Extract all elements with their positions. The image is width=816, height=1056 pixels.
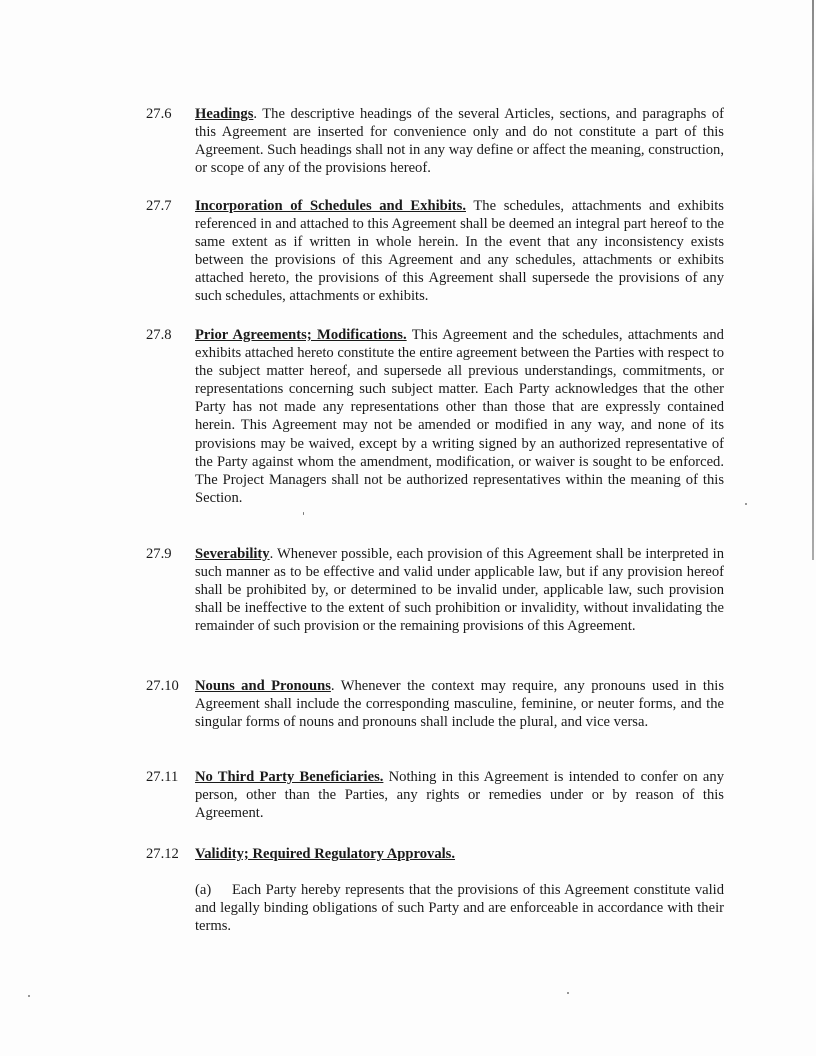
section-number: 27.6 bbox=[146, 106, 172, 122]
section-27-7 bbox=[146, 197, 724, 306]
section-body bbox=[195, 105, 724, 177]
section-heading: Nouns and Pronouns bbox=[195, 678, 331, 694]
heading-separator: . bbox=[330, 678, 335, 694]
subsection-label: (a) bbox=[195, 882, 212, 898]
section-body bbox=[195, 545, 724, 635]
section-heading: Incorporation of Schedules and Exhibits. bbox=[195, 198, 466, 214]
section-heading: Headings bbox=[195, 106, 254, 122]
section-heading: Prior Agreements; Modifications. bbox=[195, 327, 407, 343]
subsection-text: Each Party hereby represents that the provisions of this Agreement constitute valid and legally binding obligations of such Party and are enforceable in accordance with their terms. bbox=[195, 882, 724, 935]
subsection-a bbox=[195, 881, 724, 935]
section-number: 27.9 bbox=[146, 546, 172, 562]
section-text: The schedules, attachments and exhibits referenced in and attached to this Agreement shall be deemed an integral part hereof to the same extent as if written in whole herein. In the event that any inconsistency exists between the provisions of this Agreement and any schedules, attachments or exhibits attached hereto, the provisions of this Agreement shall supersede the provisions of any such schedules, attachments or exhibits. bbox=[195, 198, 724, 305]
section-body bbox=[195, 677, 724, 731]
scan-edge-line bbox=[812, 0, 814, 560]
section-27-9 bbox=[146, 545, 724, 635]
section-body bbox=[195, 326, 724, 507]
section-body bbox=[195, 197, 724, 306]
section-text: Nothing in this Agreement is intended to confer on any person, other than the Parties, any rights or remedies under or by reason of this Agreement. bbox=[195, 769, 724, 822]
heading-separator: . bbox=[253, 106, 258, 122]
section-body bbox=[195, 845, 724, 863]
section-27-10 bbox=[146, 677, 724, 731]
section-number: 27.12 bbox=[146, 846, 179, 862]
section-27-12 bbox=[146, 845, 724, 863]
scan-speck bbox=[745, 503, 747, 505]
section-text: Whenever possible, each provision of this Agreement shall be interpreted in such manner as to be effective and valid under applicable law, but if any provision hereof shall be prohibited by, or determined to be invalid under, applicable law, such provision shall be ineffective to the extent of such prohibition or invalidity, without invalidating the remainder of such provision or the remaining provisions of this Agreement. bbox=[195, 546, 724, 635]
section-27-8 bbox=[146, 326, 724, 507]
scan-speck bbox=[303, 512, 304, 515]
section-heading: No Third Party Beneficiaries. bbox=[195, 769, 384, 785]
heading-separator: . bbox=[269, 546, 274, 562]
section-text: The descriptive headings of the several Articles, sections, and paragraphs of this Agreement are inserted for convenience only and do not constitute a part of this Agreement. Such headings shall not in any way define or affect the meaning, construction, or scope of any of the provisions hereof. bbox=[195, 106, 725, 177]
section-number: 27.10 bbox=[146, 678, 179, 694]
section-number: 27.7 bbox=[146, 198, 172, 214]
section-text: This Agreement and the schedules, attachments and exhibits attached hereto constitute the entire agreement between the Parties with respect to the subject matter hereof, and supersede all previous understandings, commitments, or representations concerning such subject matter. Each Party acknowledges that the other Party has not made any representations other than those that are expressly contained herein. This Agreement may not be amended or modified in any way, and none of its provisions may be waived, except by a writing signed by an authorized representative of the Party against whom the amendment, modification, or waiver is sought to be enforced. The Project Managers shall not be authorized representatives within the meaning of this Section. bbox=[195, 327, 724, 506]
section-number: 27.8 bbox=[146, 327, 172, 343]
section-body bbox=[195, 768, 724, 822]
section-heading: Validity; Required Regulatory Approvals. bbox=[195, 846, 456, 862]
section-number: 27.11 bbox=[146, 769, 179, 785]
scan-speck bbox=[567, 992, 569, 994]
section-text: Whenever the context may require, any pronouns used in this Agreement shall include the corresponding masculine, feminine, or neuter forms, and the singular forms of nouns and pronouns shall include the plural, and vice versa. bbox=[195, 678, 724, 731]
section-27-11 bbox=[146, 768, 724, 822]
scan-speck bbox=[28, 995, 30, 997]
section-heading: Severability bbox=[195, 546, 270, 562]
section-27-6 bbox=[146, 105, 724, 177]
